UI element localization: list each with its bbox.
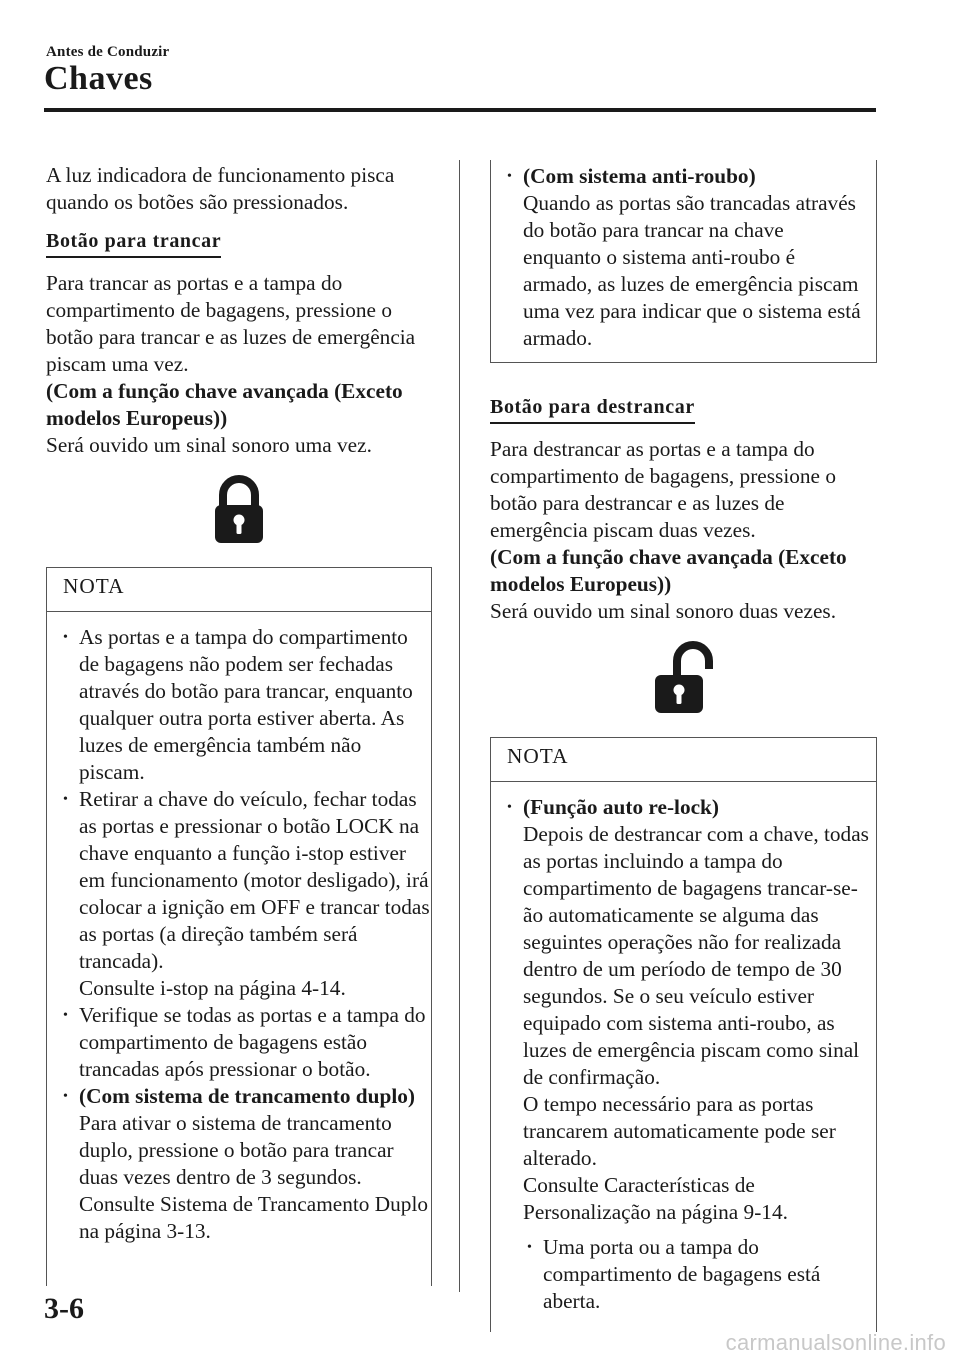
section-label: Antes de Conduzir [46, 44, 170, 60]
nota-title-left: NOTA [47, 568, 431, 612]
intro-text: A luz indicadora de funcionamento pisca quando os botões são pressionados. [46, 163, 395, 214]
anti-theft-heading: (Com sistema anti-roubo) [523, 164, 756, 188]
page-title: Chaves [44, 60, 153, 97]
relock-sub-item: • Uma porta ou a tampa do compartimento de bagagens está aberta. [527, 1235, 821, 1313]
double-lock-text: Para ativar o sistema de trancamento duplo, pressione o botão para trancar duas vezes dentro de 3 segundos. [79, 1111, 394, 1189]
relock-item: • (Função auto re-lock) Depois de destrancar com a chave, todas as portas incluindo a tampa do compartimento de bagagens trancar-se-ão automaticamente se alguma das seguintes operações não for realizada dentro de um período de tempo de 30 segundos. Se o seu veículo estiver equipado com sistema anti-roubo, as luzes de emergência piscam como sinal de confirmação. O tempo necessário para as portas trancarem automaticamente pode ser alterado. Consulte Características de Personalização na página 9-14. [507, 795, 869, 1224]
unlock-sound-text: Será ouvido um sinal sonoro duas vezes. [490, 599, 837, 623]
anti-theft-box [490, 160, 877, 363]
unlock-icon [653, 641, 715, 715]
unlock-heading: Botão para destrancar [490, 395, 695, 424]
nota-item: • Retirar a chave do veículo, fechar todas as portas e pressionar o botão LOCK na chave enquanto a função i-stop estiver em funcionamento (motor desligado), irá colocar a ignição em OFF e trancar todas as portas (a direção também será trancada). Consulte i-stop na página 4-14. [63, 787, 430, 1000]
page-number: 3-6 [44, 1292, 84, 1325]
lock-text: Para trancar as portas e a tampa do compartimento de bagagens, pressione o botão para trancar e as luzes de emergência piscam uma vez. [46, 271, 416, 376]
relock-text: Depois de destrancar com a chave, todas as portas incluindo a tampa do compartimento de bagagens trancar-se-ão automaticamente se alguma das seguintes operações não for realizada dentro de um período de tempo de 30 segundos. Se o seu veículo estiver equipado com sistema anti-roubo, as luzes de emergência piscam como sinal de confirmação. [523, 822, 869, 1089]
unlock-icon-wrap [490, 641, 877, 715]
relock-heading: (Função auto re-lock) [523, 795, 719, 819]
lock-advanced-note: (Com a função chave avançada (Exceto modelos Europeus)) [46, 379, 403, 430]
unlock-advanced-note: (Com a função chave avançada (Exceto modelos Europeus)) [490, 545, 847, 596]
double-lock-heading: (Com sistema de trancamento duplo) [79, 1084, 415, 1108]
right-column [490, 160, 877, 1332]
lock-icon-wrap [46, 475, 432, 545]
nota-item: • (Com sistema de trancamento duplo) Para ativar o sistema de trancamento duplo, pressione o botão para trancar duas vezes dentro de 3 segundos. Consulte Sistema de Trancamento Duplo na página 3-13. [63, 1084, 429, 1243]
anti-theft-text: Quando as portas são trancadas através do botão para trancar na chave enquanto o sistema anti-roubo é armado, as luzes de emergência piscam uma vez para indicar que o sistema está armado. [523, 191, 861, 350]
nota-title-right: NOTA [491, 738, 876, 782]
relock-time-text: O tempo necessário para as portas trancarem automaticamente pode ser alterado. [523, 1092, 836, 1170]
istop-reference: Consulte i-stop na página 4-14. [79, 976, 346, 1000]
lock-heading: Botão para trancar [46, 229, 221, 258]
header-rule [44, 108, 876, 112]
unlock-text: Para destrancar as portas e a tampa do compartimento de bagagens, pressione o botão para destrancar e as luzes de emergência piscam duas vezes. [490, 437, 836, 542]
nota-item: • As portas e a tampa do compartimento de bagagens não podem ser fechadas através do botão para trancar, enquanto qualquer outra porta estiver aberta. As luzes de emergência também não piscam. [63, 625, 413, 784]
column-divider [459, 160, 460, 1292]
lock-icon [209, 475, 269, 545]
lock-sound-text: Será ouvido um sinal sonoro uma vez. [46, 433, 372, 457]
double-lock-reference: Consulte Sistema de Trancamento Duplo na página 3-13. [79, 1192, 429, 1243]
left-column [46, 162, 432, 1286]
watermark: carmanualsonline.info [725, 1330, 946, 1355]
anti-theft-item: • (Com sistema anti-roubo) Quando as portas são trancadas através do botão para trancar na chave enquanto o sistema anti-roubo é armado, as luzes de emergência piscam uma vez para indicar que o sistema está armado. [507, 164, 861, 350]
nota-box-right [490, 737, 877, 1332]
relock-reference: Consulte Características de Personalização na página 9-14. [523, 1173, 788, 1224]
nota-box-left [46, 567, 432, 1286]
nota-item: • Verifique se todas as portas e a tampa do compartimento de bagagens estão trancadas após pressionar o botão. [63, 1003, 426, 1081]
